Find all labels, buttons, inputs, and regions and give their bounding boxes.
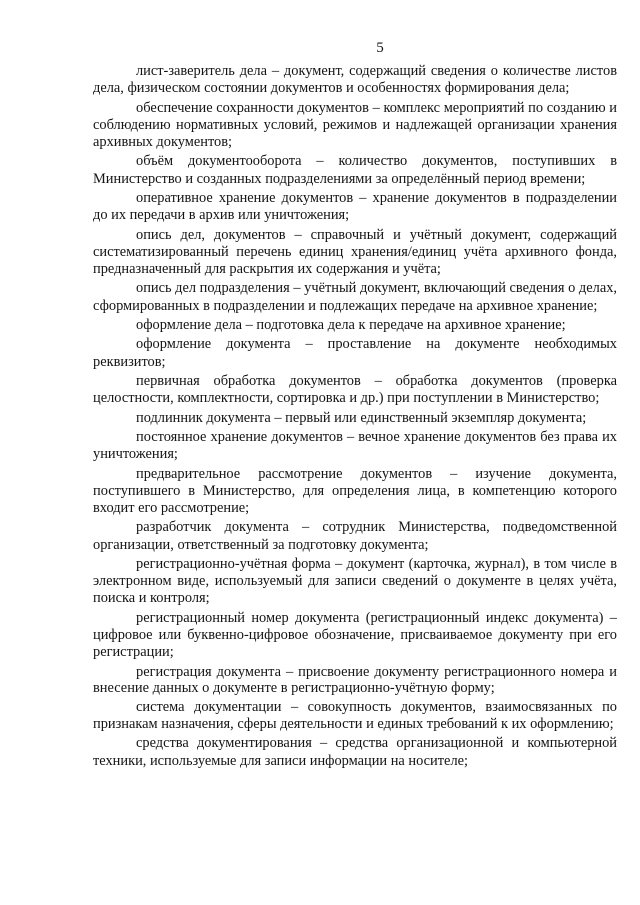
definition-paragraph: оформление дела – подготовка дела к передаче на архивное хранение; (136, 316, 566, 333)
definition-paragraph: первичная обработка документов – обработка документов (проверка целостности, комплектности, сортировка и др.) при поступлении в Министерство; (93, 372, 617, 407)
definition-paragraph: опись дел, документов – справочный и учётный документ, содержащий систематизированный перечень единиц хранения/единиц учёта архивного фонда, предназначенный для раскрытия их содержания и учёта; (93, 226, 617, 277)
definition-paragraph: система документации – совокупность документов, взаимосвязанных по признакам назначения, сферы деятельности и единых требований к их оформлению; (93, 698, 617, 733)
definition-paragraph: регистрационный номер документа (регистрационный индекс документа) – цифровое или буквенно-цифровое обозначение, присваиваемое документу при его регистрации; (93, 609, 617, 661)
definition-paragraph: оперативное хранение документов – хранение документов в подразделении до их передачи в архив или уничтожения; (93, 189, 617, 224)
definition-paragraph: лист-заверитель дела – документ, содержащий сведения о количестве листов дела, физическом состоянии документов и особенностях формирования дела; (93, 63, 617, 97)
definition-paragraph: обеспечение сохранности документов – комплекс мероприятий по созданию и соблюдению нормативных условий, режимов и надлежащей организации хранения архивных документов; (93, 99, 617, 150)
definition-paragraph: регистрационно-учётная форма – документ (карточка, журнал), в том числе в электронном виде, используемый для записи сведений о документе в целях учёта, поиска и контроля; (93, 555, 617, 607)
definition-paragraph: регистрация документа – присвоение документу регистрационного номера и внесение данных о документе в регистрационно-учётную форму; (93, 663, 617, 697)
definition-paragraph: разработчик документа – сотрудник Министерства, подведомственной организации, ответственный за подготовку документа; (93, 519, 617, 553)
definition-paragraph: оформление документа – проставление на документе необходимых реквизитов; (93, 336, 617, 370)
definition-paragraph: объём документооборота – количество документов, поступивших в Министерство и созданных подразделениями за определённый период времени; (93, 153, 617, 187)
definition-paragraph: постоянное хранение документов – вечное хранение документов без права их уничтожения; (93, 428, 617, 463)
page-number: 5 (376, 40, 384, 56)
definition-paragraph: предварительное рассмотрение документов – изучение документа, поступившего в Министерство, для определения лица, в компетенцию которого входит его рассмотрение; (93, 465, 617, 516)
definition-paragraph: опись дел подразделения – учётный документ, включающий сведения о делах, сформированных в подразделении и подлежащих передаче на архивное хранение; (93, 280, 617, 314)
definition-paragraph: средства документирования – средства организационной и компьютерной техники, используемые для записи информации на носителе; (93, 735, 617, 769)
definition-paragraph: подлинник документа – первый или единственный экземпляр документа; (136, 409, 587, 426)
